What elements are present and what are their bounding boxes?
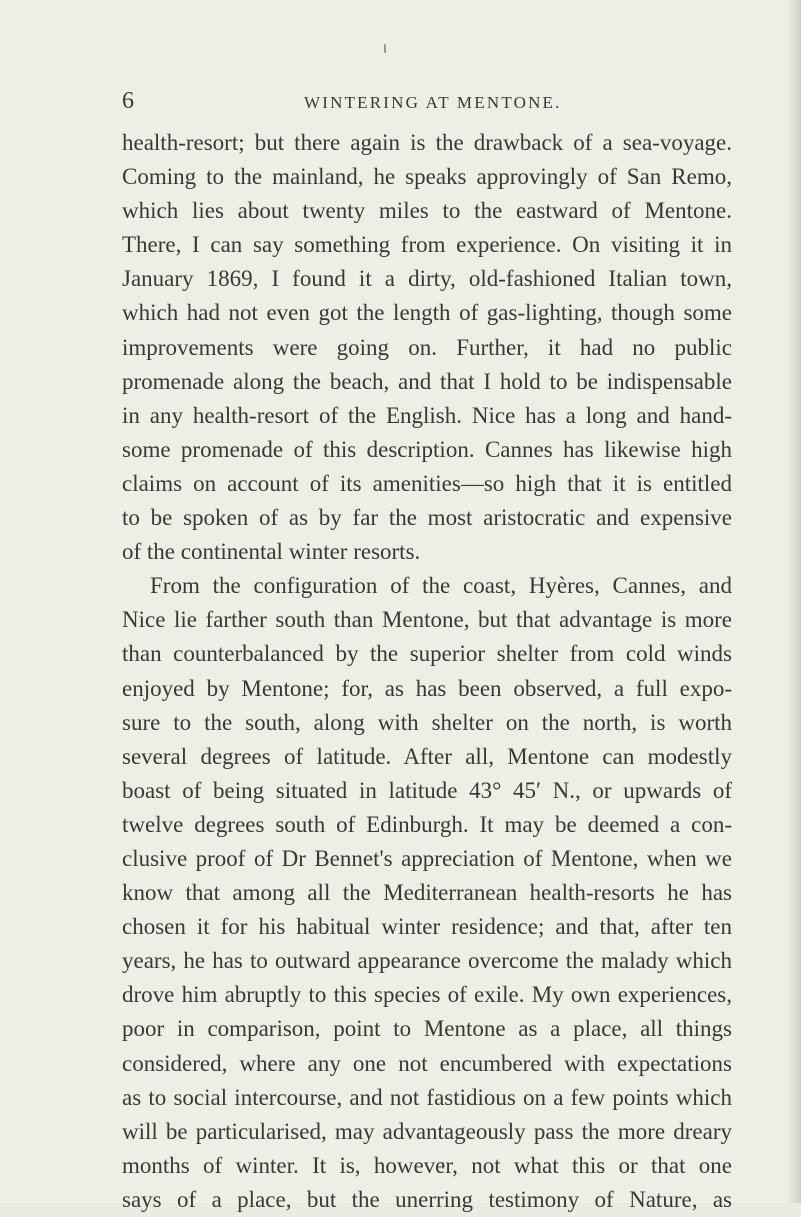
text-line: to be spoken of as by far the most aristocratic and expensive [122, 505, 732, 531]
text-line: months of winter. It is, however, not what this or that one [122, 1152, 732, 1178]
text-line: claims on account of its amenities—so high that it is entitled [122, 470, 732, 496]
paragraph [122, 569, 732, 1217]
text-line: of the continental winter resorts. [122, 539, 421, 565]
paragraph [122, 126, 732, 569]
text-line: will be particularised, may advantageously pass the more dreary [122, 1118, 732, 1144]
text-line: enjoyed by Mentone; for, as has been observed, a full expo- [122, 675, 732, 701]
text-line: health-resort; but there again is the drawback of a sea-voyage. [122, 130, 732, 155]
text-line: Coming to the mainland, he speaks approvingly of San Remo, [122, 164, 732, 190]
text-line: boast of being situated in latitude 43° 45′ N., or upwards of [122, 777, 732, 803]
text-line: From the configuration of the coast, Hyères, Cannes, and [150, 573, 732, 599]
text-line: considered, where any one not encumbered with expectations [122, 1050, 732, 1076]
text-line: which had not even got the length of gas-lighting, though some [122, 300, 732, 326]
text-line: clusive proof of Dr Bennet's appreciation of Mentone, when we [122, 845, 732, 871]
text-line: drove him abruptly to this species of exile. My own experiences, [122, 982, 732, 1008]
text-line: improvements were going on. Further, it had no public [122, 334, 732, 360]
text-line: poor in comparison, point to Mentone as a place, all things [122, 1016, 732, 1042]
text-line: sure to the south, along with shelter on the north, is worth [122, 709, 732, 735]
text-line: than counterbalanced by the superior shelter from cold winds [122, 641, 732, 667]
page-edge-shadow [787, 0, 801, 1203]
running-title: WINTERING AT MENTONE. [304, 93, 562, 112]
text-line: years, he has to outward appearance overcome the malady which [122, 948, 732, 974]
text-line: some promenade of this description. Cannes has likewise high [122, 436, 732, 462]
body-text [122, 126, 732, 1217]
running-head [122, 86, 722, 116]
text-line: as to social intercourse, and not fastidious on a few points which [122, 1084, 732, 1110]
text-line: says of a place, but the unerring testimony of Nature, as [122, 1186, 732, 1212]
text-line: in any health-resort of the English. Nice has a long and hand- [122, 402, 732, 428]
text-line: know that among all the Mediterranean health-resorts he has [122, 880, 732, 906]
text-line: chosen it for his habitual winter residence; and that, after ten [122, 914, 732, 940]
text-line: twelve degrees south of Edinburgh. It may be deemed a con- [122, 811, 732, 837]
text-line: several degrees of latitude. After all, Mentone can modestly [122, 743, 732, 769]
text-line: January 1869, I found it a dirty, old-fashioned Italian town, [122, 266, 732, 292]
paper-speck [384, 44, 386, 53]
text-line: which lies about twenty miles to the eastward of Mentone. [122, 198, 732, 224]
text-line: promenade along the beach, and that I hold to be indispensable [122, 368, 732, 394]
text-line: There, I can say something from experience. On visiting it in [122, 232, 732, 258]
text-line: Nice lie farther south than Mentone, but that advantage is more [122, 607, 732, 633]
page-number: 6 [122, 88, 134, 114]
